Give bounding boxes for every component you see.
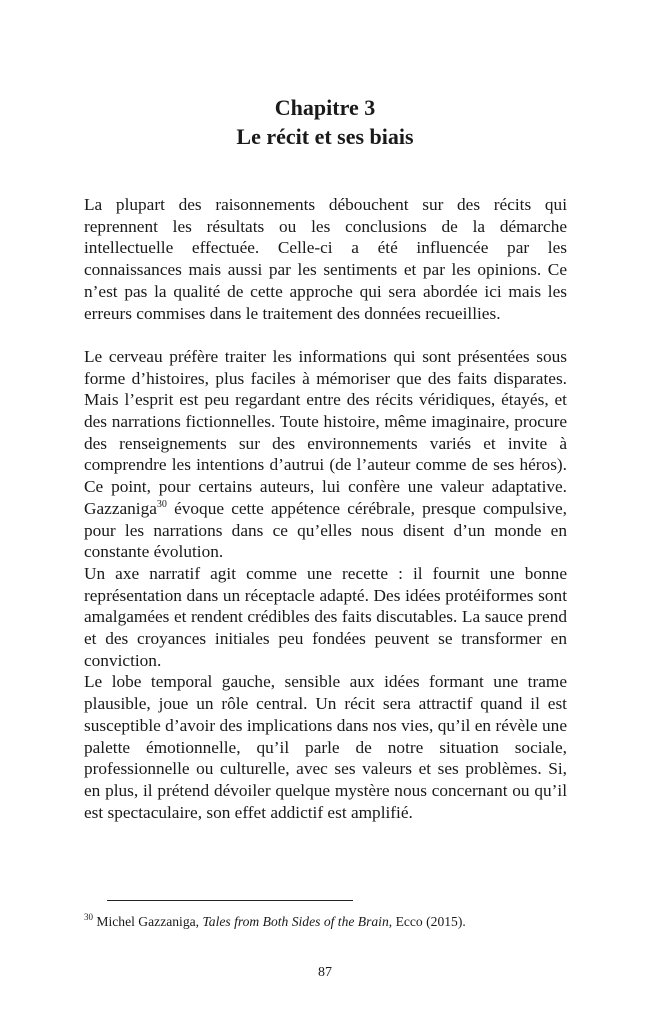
chapter-number: Chapitre 3 (274, 95, 376, 120)
chapter-title: Le récit et ses biais (236, 124, 414, 149)
page-number: 87 (318, 965, 332, 980)
footnote (84, 913, 584, 931)
chapter-heading (0, 93, 650, 151)
paragraph-1: La plupart des raisonnements débouchent sur des récits qui reprennent les résultats ou les conclusions de la démarche intellectuelle effectuée. Celle-ci a été influencée par les connaissances mais aussi par les sentiments et par les opinions. Ce n’est pas la qualité de cette approche qui sera abordée ici mais les erreurs commises dans le traitement des données recueillies. (84, 195, 567, 323)
paragraph-2-text-end: évoque cette appétence cérébrale, presque compulsive, pour les narrations dans ce qu’elles nous disent d’un monde en constante évolution. (84, 498, 567, 562)
footnote-reference: 30 (156, 498, 167, 510)
paragraph-3: Un axe narratif agit comme une recette : il fournit une bonne représentation dans un réceptacle adapté. Des idées protéiformes sont amalgamées et rendent crédibles des faits discutables. La sauce prend et des croyances initiales peu fondées peuvent se transformer en conviction. (84, 563, 567, 670)
footnote-author: Michel Gazzaniga, (96, 914, 203, 929)
footnote-separator (107, 900, 353, 901)
paragraph-2-text-start: Le cerveau préfère traiter les informations qui sont présentées sous forme d’histoires, plus faciles à mémoriser que des faits disparates. Mais l’esprit est peu regardant entre des récits véridiques, étayés, et des narrations fictionnelles. Toute histoire, même imaginaire, procure des renseignements sur des environnements variés et invite à comprendre les intentions d’autrui (de l’auteur comme de ses héros). Ce point, pour certains auteurs, lui confère une valeur adaptative. Gazzaniga (84, 346, 567, 518)
paragraph-2 (84, 346, 567, 563)
footnote-number: 30 (84, 912, 93, 922)
paragraph-4: Le lobe temporal gauche, sensible aux idées formant une trame plausible, joue un rôle central. Un récit sera attractif quand il est susceptible d’avoir des implications dans nos vies, qu’il en révèle une palette émotionnelle, qu’il parle de notre situation sociale, professionnelle ou culturelle, avec ses valeurs et ses problèmes. Si, en plus, il prétend dévoiler quelque mystère nous concernant ou qu’il est spectaculaire, son effet addictif est amplifié. (84, 672, 567, 822)
footnote-publisher: , Ecco (2015). (388, 914, 466, 929)
chapter-body (84, 194, 567, 823)
footnote-book-title: Tales from Both Sides of the Brain (202, 914, 389, 929)
